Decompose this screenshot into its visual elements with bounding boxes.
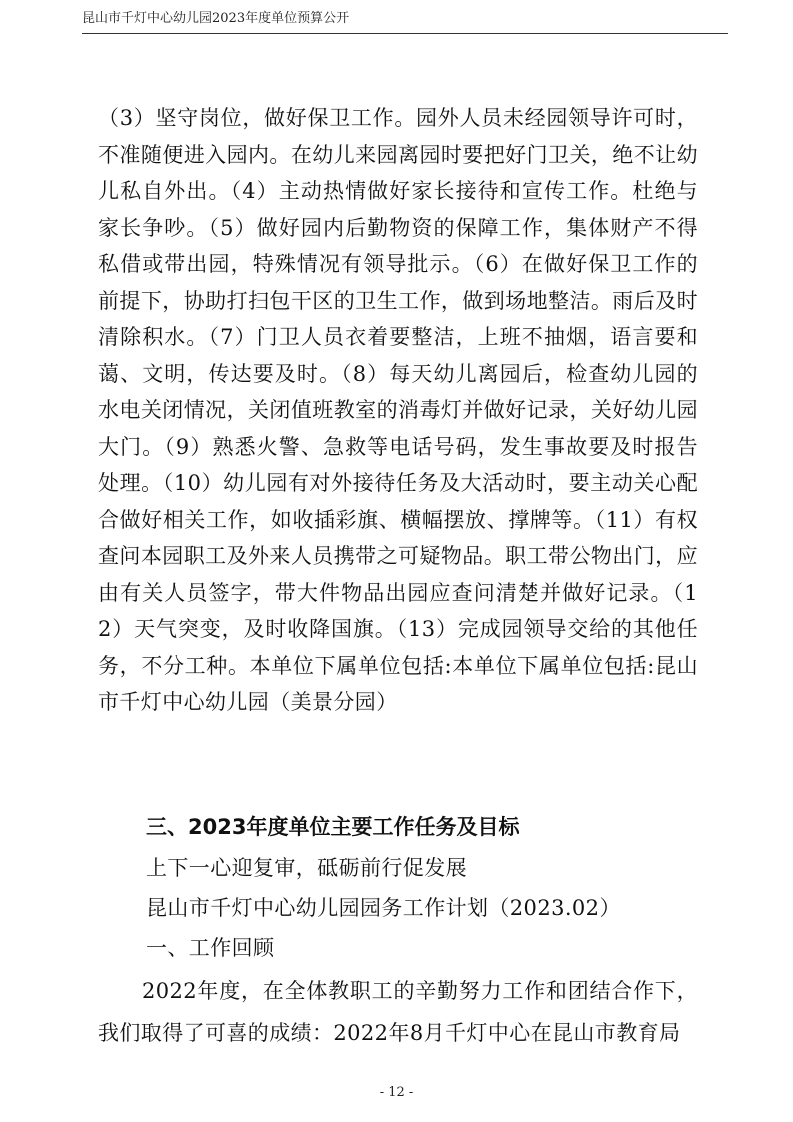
page-number: - 12 - bbox=[379, 1085, 414, 1100]
body-paragraph bbox=[98, 100, 698, 721]
plan-title-line: 昆山市千灯中心幼儿园园务工作计划（2023.02） bbox=[146, 896, 621, 920]
page-footer bbox=[0, 1085, 793, 1100]
paragraph-main: （3）坚守岗位，做好保卫工作。园外人员未经园领导许可时，不准随便进入园内。在幼儿来园离园时要把好门卫关，绝不让幼儿私自外出。（4）主动热情做好家长接待和宣传工作。杜绝与家长争吵。（5）做好园内后勤物资的保障工作，集体财产不得私借或带出园，特殊情况有领导批示。（6）在做好保卫工作的前提下，协助打扫包干区的卫生工作，做到场地整洁。雨后及时清除积水。（7）门卫人员衣着要整洁，上班不抽烟，语言要和蔼、文明，传达要及时。（8）每天幼儿离园后，检查幼儿园的水电关闭情况，关闭值班教室的消毒灯并做好记录，关好幼儿园大门。（9）熟悉火警、急救等电话号码，发生事故要及时报告处理。（10）幼儿园有对外接待任务及大活动时，要主动关心配合做好相关工作，如收插彩旗、横幅摆放、撑牌等。（11）有权查问本园职工及外来人员携带之可疑物品。职工带公物出门，应由有关人员签字，带大件物品出园应查问清楚并做好记录。（12）天气突变，及时收降国旗。（13）完成园领导交给的其他任务，不分工种。本单位下属单位包括:本单位下属单位包括:昆山市千灯中心幼儿园（美景分园） bbox=[98, 106, 698, 714]
subsection-heading: 一、工作回顾 bbox=[146, 936, 275, 960]
review-paragraph-text: 2022年度，在全体教职工的辛勤努力工作和团结合作下，我们取得了可喜的成绩：2022年8月千灯中心在昆山市教育局 bbox=[98, 979, 698, 1045]
review-paragraph bbox=[98, 970, 698, 1054]
page-header bbox=[82, 7, 728, 34]
header-title: 昆山市千灯中心幼儿园2023年度单位预算公开 bbox=[82, 11, 350, 26]
subtitle-line: 上下一心迎复审，砥砺前行促发展 bbox=[146, 856, 467, 880]
section-heading: 三、2023年度单位主要工作任务及目标 bbox=[146, 815, 520, 839]
